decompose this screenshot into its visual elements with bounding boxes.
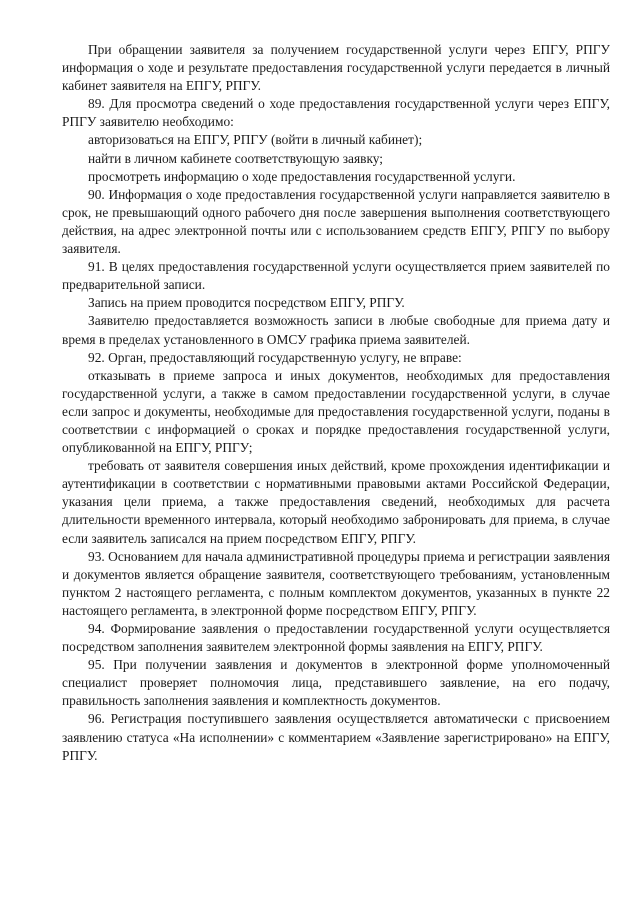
paragraph-92: 92. Орган, предоставляющий государственную услугу, не вправе: (88, 349, 462, 365)
paragraph-91-record: Запись на прием проводится посредством ЕПГУ, РПГУ. (88, 295, 405, 311)
paragraph-91-schedule: Заявителю предоставляется возможность записи в любые свободные для приема дату и время в пределах установленного в ОМСУ графика приема заявителей. (62, 313, 610, 347)
paragraph-91: 91. В целях предоставления государственной услуги осуществляется прием заявителей по предварительной записи. (62, 259, 610, 293)
paragraph-intro-status-info: При обращении заявителя за получением государственной услуги через ЕПГУ, РПГУ информация о ходе и результате предоставления государственной услуги передается в личный кабинет заявителя на ЕПГУ, РПГУ. (62, 42, 610, 94)
paragraph-89-step-view: просмотреть информацию о ходе предоставления государственной услуги. (88, 168, 516, 184)
paragraph-95: 95. При получении заявления и документов в электронной форме уполномоченный специалист проверяет полномочия лица, представившего заявление, на его подачу, правильность заполнения заявления и комплектность документов. (62, 657, 610, 709)
paragraph-90: 90. Информация о ходе предоставления государственной услуги направляется заявителю в срок, не превышающий одного рабочего дня после завершения выполнения соответствующего действия, на адрес электронной почты или с использованием средств ЕПГУ, РПГУ по выбору заявителя. (62, 186, 610, 257)
paragraph-89-step-find: найти в личном кабинете соответствующую заявку; (88, 150, 383, 166)
paragraph-92-item-refuse: отказывать в приеме запроса и иных документов, необходимых для предоставления государственной услуги, а также в самом предоставлении государственной услуги, в случае если запрос и документы, необходимые для предоставления государственной услуги, поданы в соответствии с информацией о сроках и порядке предоставления государственной услуги, опубликованной на ЕПГУ, РПГУ; (62, 367, 610, 456)
paragraph-92-item-require: требовать от заявителя совершения иных действий, кроме прохождения идентификации и аутентификации в соответствии с нормативными правовыми актами Российской Федерации, указания цели приема, а также предоставления сведений, необходимых для расчета длительности временного интервала, который необходимо забронировать для приема, в случае если заявитель записался на прием посредством ЕПГУ, РПГУ. (62, 458, 610, 546)
paragraph-96: 96. Регистрация поступившего заявления осуществляется автоматически с присвоением заявлению статуса «На исполнении» с комментарием «Заявление зарегистрировано» на ЕПГУ, РПГУ. (62, 711, 610, 763)
paragraph-89: 89. Для просмотра сведений о ходе предоставления государственной услуги через ЕПГУ, РПГУ заявителю необходимо: (62, 96, 610, 130)
document-page (62, 41, 610, 765)
paragraph-89-step-authorize: авторизоваться на ЕПГУ, РПГУ (войти в личный кабинет); (88, 132, 423, 148)
paragraph-94: 94. Формирование заявления о предоставлении государственной услуги осуществляется посредством заполнения заявителем электронной формы заявления на ЕПГУ, РПГУ. (62, 621, 610, 655)
paragraph-93: 93. Основанием для начала административной процедуры приема и регистрации заявления и документов является обращение заявителя, соответствующего требованиям, установленным пунктом 2 настоящего регламента, с полным комплектом документов, указанных в пункте 22 настоящего регламента, в электронной форме посредством ЕПГУ, РПГУ. (62, 548, 610, 618)
